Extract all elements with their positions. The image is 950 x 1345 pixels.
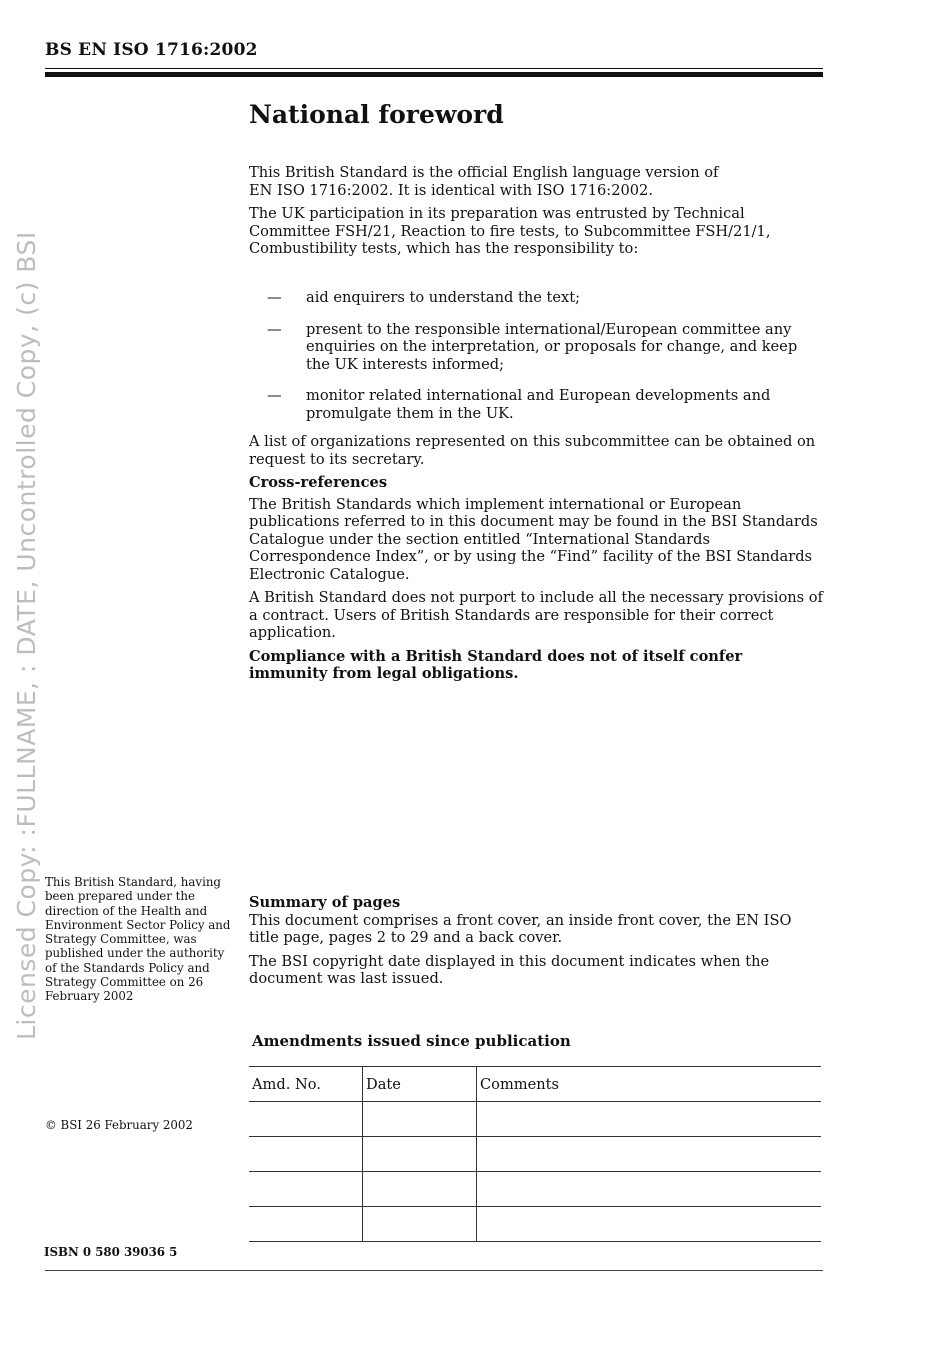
table-cell	[363, 1102, 477, 1137]
table-row	[249, 1137, 821, 1172]
subcommittee-note: A list of organizations represented on this subcommittee can be obtained on request to its secretary.	[249, 433, 816, 468]
table-cell	[363, 1137, 477, 1172]
cross-references-section	[249, 433, 825, 689]
column-header: Comments	[477, 1067, 822, 1102]
page-title: National foreword	[249, 100, 504, 129]
cross-references-paragraph: The British Standards which implement international or European publications referred to in this document may be found in the BSI Standards Catalogue under the section entitled “International Standards Correspondence Index”, or by using the “Find” facility of the BSI Standards Electronic Catalogue.	[249, 495, 818, 583]
table-cell	[249, 1207, 363, 1242]
list-item	[249, 289, 825, 307]
intro-paragraph: The UK participation in its preparation was entrusted by Technical Committee FSH/21, Reaction to fire tests, to Subcommittee FSH/21/1, Combustibility tests, which has the responsibility to:	[249, 205, 771, 257]
list-dash: —	[267, 320, 282, 338]
list-item	[249, 321, 825, 374]
responsibility-list	[249, 289, 825, 436]
list-item-text: present to the responsible international/European committee any enquiries on the interpretation, or proposals for change, and keep the UK interests informed;	[306, 320, 798, 373]
summary-heading: Summary of pages	[249, 894, 401, 911]
list-dash: —	[267, 387, 282, 404]
table-cell	[249, 1172, 363, 1207]
main-body	[249, 164, 825, 264]
table-cell	[477, 1137, 822, 1172]
table-row	[249, 1172, 821, 1207]
table-cell	[249, 1137, 363, 1172]
table-cell	[477, 1102, 822, 1137]
license-watermark: Licensed Copy: :FULLNAME, : DATE, Uncontrolled Copy, (c) BSI	[12, 231, 41, 1040]
table-header-row	[249, 1067, 821, 1102]
document-code: BS EN ISO 1716:2002	[45, 40, 258, 60]
compliance-statement: Compliance with a British Standard does not of itself confer immunity from legal obligations.	[249, 647, 743, 682]
table-row	[249, 1102, 821, 1137]
isbn-number: ISBN 0 580 39036 5	[44, 1245, 178, 1259]
amendments-table	[249, 1066, 821, 1242]
cross-references-paragraph: A British Standard does not purport to include all the necessary provisions of a contract. Users of British Standards are responsible for their correct application.	[249, 589, 823, 641]
header-rule-thin	[45, 68, 823, 69]
list-dash: —	[267, 289, 282, 306]
list-item	[249, 387, 825, 422]
copyright-notice: © BSI 26 February 2002	[45, 1118, 193, 1132]
publication-note: This British Standard, having been prepared under the direction of the Health and Environment Sector Policy and Strategy Committee, was published under the authority of the Standards Policy and Strategy Committee on 26 February 2002	[45, 875, 231, 1004]
intro-paragraph: This British Standard is the official English language version of EN ISO 1716:2002. It is identical with ISO 1716:2002.	[249, 164, 719, 199]
cross-references-heading: Cross-references	[249, 474, 388, 491]
table-cell	[477, 1207, 822, 1242]
amendments-title: Amendments issued since publication	[252, 1032, 571, 1050]
table-cell	[249, 1102, 363, 1137]
column-header: Amd. No.	[249, 1067, 363, 1102]
table-cell	[363, 1172, 477, 1207]
table-cell	[477, 1172, 822, 1207]
summary-paragraph: This document comprises a front cover, an inside front cover, the EN ISO title page, pages 2 to 29 and a back cover.	[249, 911, 792, 946]
summary-section	[249, 894, 825, 994]
footer-rule	[45, 1270, 823, 1271]
table-cell	[363, 1207, 477, 1242]
header-rule-thick	[45, 72, 823, 77]
list-item-text: aid enquirers to understand the text;	[306, 289, 581, 306]
list-item-text: monitor related international and European developments and promulgate them in the UK.	[306, 387, 771, 422]
column-header: Date	[363, 1067, 477, 1102]
table-row	[249, 1207, 821, 1242]
summary-paragraph: The BSI copyright date displayed in this document indicates when the document was last issued.	[249, 952, 770, 987]
